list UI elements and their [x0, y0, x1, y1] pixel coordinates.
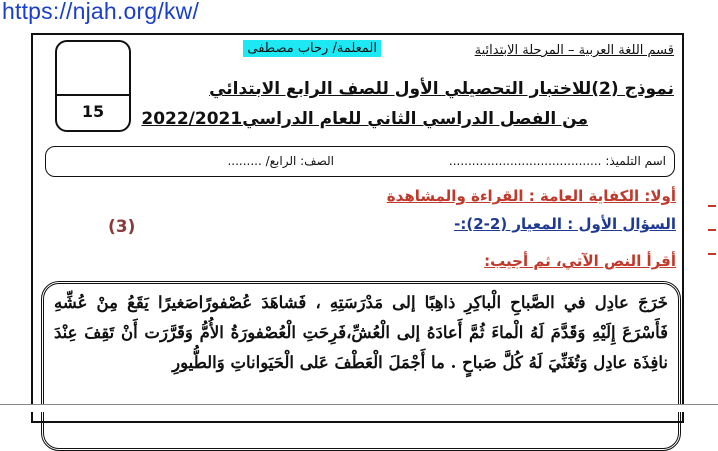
question-heading: السؤال الأول : المعيار (2-2):-	[454, 215, 676, 233]
score-divider	[57, 94, 129, 96]
teacher-name: المعلمة/ رحاب مصطفى	[243, 40, 381, 57]
source-url: https://njah.org/kw/	[2, 0, 200, 24]
margin-mark	[708, 229, 716, 231]
score-total: 15	[81, 102, 105, 121]
margin-mark	[708, 205, 716, 207]
score-box	[55, 40, 131, 132]
student-name-field: اسم التلميذ: ........................................	[448, 154, 666, 168]
exam-title: نموذج (2)للاختبار التحصيلي الأول للصف الرابع الابتدائي	[209, 79, 674, 99]
reading-passage-box	[41, 281, 681, 451]
reading-passage-text: خَرَجَ عادِل في الصَّباحِ الْباكِرِ ذاهِبًا إلى مَدْرَسَتِهِ ، فَشاهَدَ عُصْفورًاصَغيرًا يَقَعُ مِنْ عُشِّهِ فَأَسْرَعَ إِلَيْهِ وَقَدَّمَ لَهُ الْماءَ ثُمَّ أَعادَهُ إلى الْعُشِّ،فَرِحَتِ الْعُصْفورَةُ الأُمُّ وَقَرَّرَت أَنْ تَقِفَ عِنْدَ نافِذَة عادِل وَتُغَنِّيَ لَهُ كُلَّ صَباحٍ . ما أَجْمَلَ الْعَطْفَ عَلى الْحَيَواناتِ وَالطُّيورِ	[54, 293, 668, 372]
margin-marks	[708, 205, 716, 277]
competency-heading: أولا: الكفاية العامة : القراءة والمشاهدة	[386, 187, 676, 205]
exam-semester: من الفصل الدراسي الثاني للعام الدراسي2022/2021	[141, 109, 588, 129]
margin-mark	[708, 253, 716, 255]
exam-sheet	[31, 33, 684, 423]
department-heading: قسم اللغة العربية – المرحلة الابتدائية	[474, 43, 674, 58]
student-info-box	[45, 146, 675, 177]
question-mark: (3)	[108, 217, 136, 237]
reading-instruction: أقرأ النص الآتي، ثم أجيب:	[484, 252, 676, 270]
grade-field: الصف: الرابع/ .........	[227, 154, 334, 168]
